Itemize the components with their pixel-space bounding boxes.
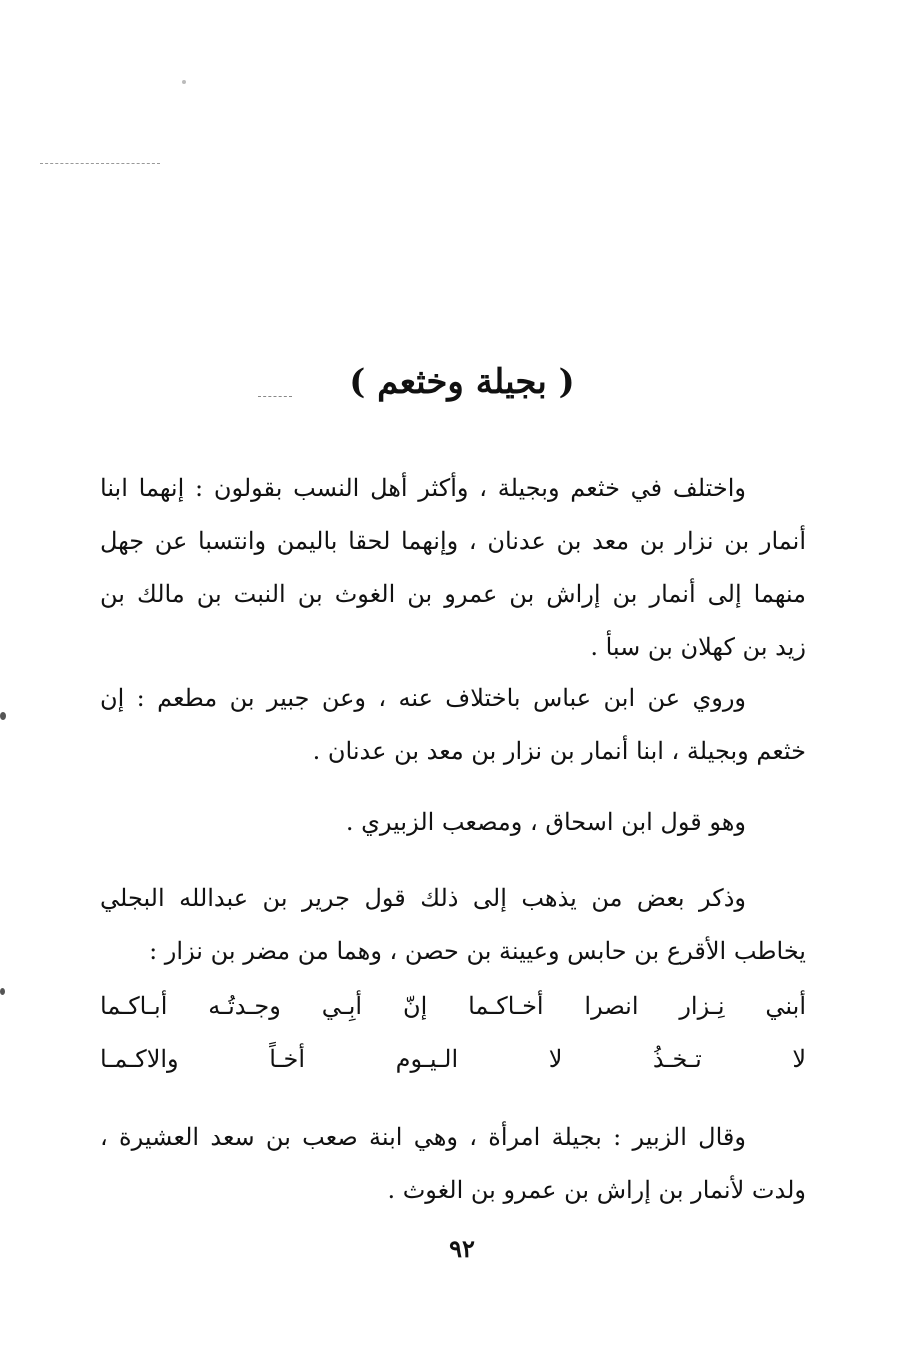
verse-word: أبِـي xyxy=(321,992,363,1020)
verse-word: أبـاكـما xyxy=(100,992,168,1020)
text-line: وهو قول ابن اسحاق ، ومصعب الزبيري . xyxy=(345,808,746,836)
text-line: منهما إلى أنمار بن إراش بن عمرو بن الغوث بن النبت بن مالك بن xyxy=(100,580,806,608)
text-line: وروي عن ابن عباس باختلاف عنه ، وعن جبير بن مطعم : إن xyxy=(100,684,746,712)
verse-word: لا xyxy=(548,1045,563,1073)
margin-mark xyxy=(0,712,6,720)
verse-word: أخـاكـما xyxy=(468,992,544,1020)
verse-line-2 xyxy=(100,1033,806,1086)
verse-word: وجـدتُـه xyxy=(208,992,281,1020)
verse-word: لا xyxy=(792,1045,806,1073)
verse-word: تـخـذُ xyxy=(652,1045,702,1073)
text-line: واختلف في خثعم وبجيلة ، وأكثر أهل النسب بقولون : إنهما ابنا xyxy=(100,474,746,502)
verse-word: أبني xyxy=(765,992,806,1020)
text-line: زيد بن كهلان بن سبأ . xyxy=(590,633,806,661)
verse-word: الـيـوم xyxy=(395,1045,459,1073)
paragraph-2 xyxy=(100,672,806,778)
verse-line-1 xyxy=(100,980,806,1033)
text-line: وقال الزبير : بجيلة امرأة ، وهي ابنة صعب بن سعد العشيرة ، xyxy=(100,1123,746,1151)
poem-verse xyxy=(100,980,806,1086)
paragraph-5 xyxy=(100,1111,806,1217)
text-line: ولدت لأنمار بن إراش بن عمرو بن الغوث . xyxy=(387,1176,806,1204)
text-line: خثعم وبجيلة ، ابنا أنمار بن نزار بن معد بن عدنان . xyxy=(312,737,806,765)
paragraph-3 xyxy=(100,796,806,849)
verse-word: نِـزار xyxy=(679,992,725,1020)
scan-dashes xyxy=(40,163,160,164)
verse-word: أخـاً xyxy=(269,1045,306,1073)
margin-mark xyxy=(0,988,5,995)
scan-speck xyxy=(182,80,186,84)
text-line: يخاطب الأقرع بن حابس وعيينة بن حصن ، وهما من مضر بن نزار : xyxy=(149,937,806,965)
text-line: أنمار بن نزار بن معد بن عدنان ، وإنهما لحقا باليمن وانتسبا عن جهل xyxy=(100,527,806,555)
paragraph-1 xyxy=(100,462,806,674)
chapter-title: ( بجيلة وخثعم ) xyxy=(349,362,575,402)
text-line: وذكر بعض من يذهب إلى ذلك قول جرير بن عبدالله البجلي xyxy=(100,884,746,912)
verse-word: والاكـمـا xyxy=(100,1045,179,1073)
page-number: ٩٢ xyxy=(449,1234,475,1263)
verse-word: انصرا xyxy=(584,992,639,1020)
verse-word: إنّ xyxy=(402,992,428,1020)
title-decoration xyxy=(258,396,292,397)
paragraph-4 xyxy=(100,872,806,978)
